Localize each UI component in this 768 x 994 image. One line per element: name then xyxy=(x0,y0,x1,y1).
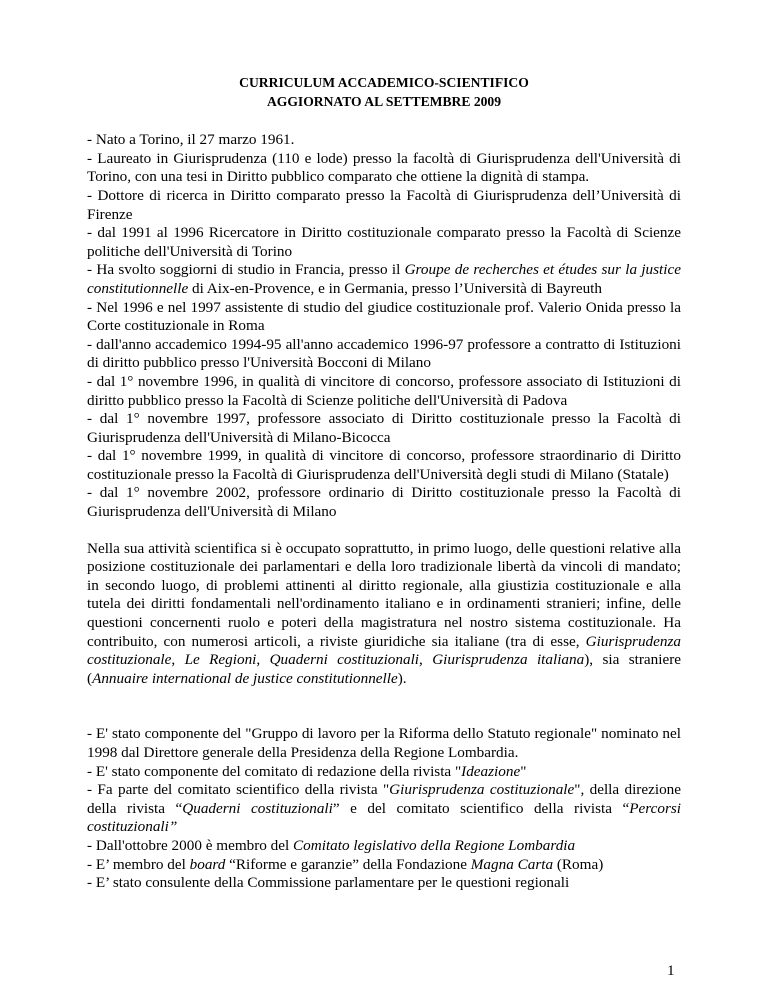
bio-associate-bicocca: - dal 1° novembre 1997, professore associato di Diritto costituzionale presso la Facoltà di Giurisprudenza dell'Università di Milano-Bicocca xyxy=(87,410,681,446)
document-title xyxy=(87,74,681,111)
document-page xyxy=(87,0,681,893)
bio-study-stays: - Ha svolto soggiorni di studio in Francia, presso il Groupe de recherches et études sur la justice constitutionnelle di Aix-en-Provence, e in Germania, presso l’Università di Bayreuth xyxy=(87,261,681,297)
role-magna-carta: - E’ membro del board “Riforme e garanzie” della Fondazione Magna Carta (Roma) xyxy=(87,855,604,873)
role-parliamentary-consultant: - E’ stato consulente della Commissione parlamentare per le questioni regionali xyxy=(87,874,570,892)
role-legislative-committee: - Dall'ottobre 2000 è membro del Comitato legislativo della Regione Lombardia xyxy=(87,836,576,854)
page-number: 1 xyxy=(667,962,675,979)
bio-contract: - dall'anno accademico 1994-95 all'anno accademico 1996-97 professore a contratto di Istituzioni di diritto pubblico presso l'Università Bocconi di Milano xyxy=(87,335,681,372)
bio-ordinary: - dal 1° novembre 2002, professore ordinario di Diritto costituzionale presso la Facoltà di Giurisprudenza dell'Università di Milano xyxy=(87,484,681,521)
bio-associate-padova: - dal 1° novembre 1996, in qualità di vincitore di concorso, professore associato di Istituzioni di diritto pubblico presso la Facoltà di Scienze politiche dell'Università di Padova xyxy=(87,372,681,409)
bio-phd: - Dottore di ricerca in Diritto comparato presso la Facoltà di Giurisprudenza dell’Università di Firenze xyxy=(87,186,681,223)
bio-assistant: - Nel 1996 e nel 1997 assistente di studio del giudice costituzionale prof. Valerio Onida presso la Corte costituzionale in Roma xyxy=(87,298,681,335)
bio-researcher: - dal 1991 al 1996 Ricercatore in Diritto costituzionale comparato presso la Facoltà di Scienze politiche dell'Università di Torino xyxy=(87,224,681,260)
bio-degree: - Laureato in Giurisprudenza (110 e lode) presso la facoltà di Giurisprudenza dell'Università di Torino, con una tesi in Diritto pubblico comparato che ottiene la dignità di stampa. xyxy=(87,149,681,186)
research-paragraph: Nella sua attività scientifica si è occupato soprattutto, in primo luogo, delle questioni relative alla posizione costituzionale dei parlamentari e della loro tradizionale libertà da vincoli di mandato; in secondo luogo, di problemi attinenti al diritto regionale, alla giustizia costituzionale e alla tutela dei diritti fondamentali nell'ordinamento italiano e in ordinamenti stranieri; infine, delle questioni concernenti ruolo e poteri della magistratura nel nostro sistema costituzionale. Ha contribuito, con numerosi articoli, a riviste giuridiche sia italiane (tra di esse, Giurisprudenza costituzionale, Le Regioni, Quaderni costituzionali, Giurisprudenza italiana), sia straniere (Annuaire international de justice constitutionnelle). xyxy=(87,539,682,687)
biography-list xyxy=(87,131,681,521)
role-ideazione: - E' stato componente del comitato di redazione della rivista "Ideazione" xyxy=(87,762,527,780)
title-line-2: AGGIORNATO AL SETTEMBRE 2009 xyxy=(266,93,502,109)
roles-list xyxy=(87,725,681,892)
bio-extraordinary: - dal 1° novembre 1999, in qualità di vincitore di concorso, professore straordinario di Diritto costituzionale presso la Facoltà di Giurisprudenza dell'Università degli studi di Milano (Statale) xyxy=(87,447,681,483)
role-journals: - Fa parte del comitato scientifico della rivista "Giurisprudenza costituzionale", della direzione della rivista “Quaderni costituzionali” e del comitato scientifico della rivista “Percorsi costituzionali” xyxy=(87,781,681,836)
bio-birth: - Nato a Torino, il 27 marzo 1961. xyxy=(87,131,295,149)
role-working-group: - E' stato componente del "Gruppo di lavoro per la Riforma dello Statuto regionale" nominato nel 1998 dal Direttore generale della Presidenza della Regione Lombardia. xyxy=(87,725,681,761)
title-line-1: CURRICULUM ACCADEMICO-SCIENTIFICO xyxy=(239,75,529,90)
